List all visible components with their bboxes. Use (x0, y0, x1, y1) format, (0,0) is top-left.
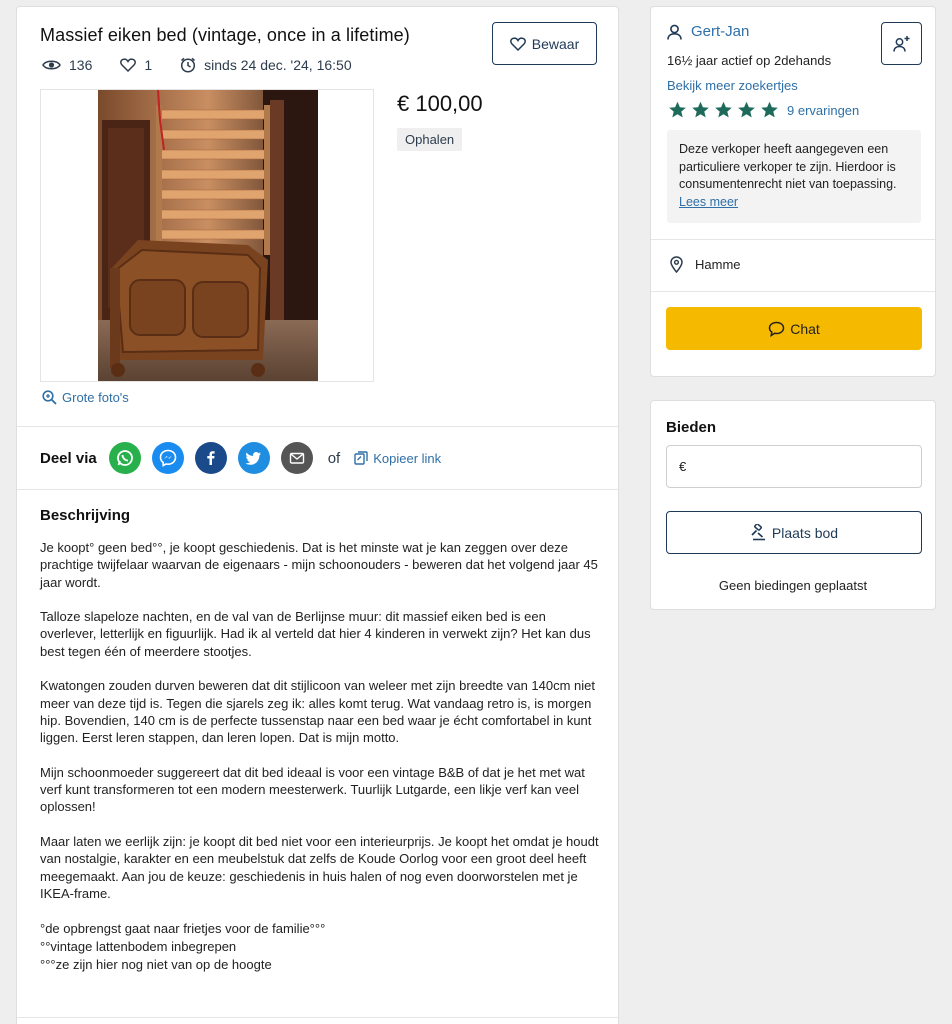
listing-title: Massief eiken bed (vintage, once in a lifetime) (40, 25, 410, 45)
facebook-icon[interactable] (195, 442, 227, 474)
clock-icon (180, 57, 196, 73)
location-label: Hamme (695, 257, 741, 272)
divider (17, 489, 618, 490)
seller-name: Gert-Jan (691, 23, 750, 40)
listing-stats (42, 57, 380, 73)
description-paragraph: Talloze slapeloze nachten, en de val van de Berlijnse muur: dit massief eiken bed is een overlever, letterlijk en figuurlijk. Had ik al verteld dat hier 4 kinderen in verwekt zijn? Het kan dus best tegen één of meerdere stootjes. (40, 609, 591, 659)
description-paragraph: Je koopt° geen bed°°, je koopt geschiedenis. Dat is het minste wat je kan zeggen over deze prachtige twijfelaar waarvan de eigenaars - mijn schoonouders - beweren dat het volgend jaar 45 jaar wordt. (40, 540, 598, 590)
read-more-link[interactable]: Lees meer (679, 194, 739, 209)
copy-link-button[interactable] (354, 451, 441, 466)
big-photos-link[interactable] (42, 390, 129, 405)
views-stat (42, 57, 92, 73)
seller-card (650, 6, 936, 377)
description-paragraph: Maar laten we eerlijk zijn: je koopt dit bed niet voor een interieurprijs. Je koopt het omdat je houdt van nostalgie, karakter en een meubelstuk dat zelfs de Koude Oorlog voor een groot deel heeft meegemaakt. Aan jou de keuze: geschiedenis in huis halen of nog even doorworstelen met je IKEA-frame. (40, 834, 599, 901)
star-icon (760, 101, 779, 119)
description-title: Beschrijving (40, 507, 131, 524)
copy-icon (354, 451, 368, 465)
star-icon (737, 101, 756, 119)
footnote: °de opbrengst gaat naar frietjes voor de familie°°° (40, 920, 326, 936)
consumer-law-notice (667, 130, 921, 223)
description-footnotes (40, 920, 600, 974)
bid-card (650, 400, 936, 610)
add-user-icon (893, 35, 911, 53)
divider (17, 1017, 618, 1018)
seller-rating (668, 101, 859, 119)
copy-link-label: Kopieer link (373, 450, 442, 466)
bid-input-field[interactable] (666, 445, 922, 488)
listing-price: € 100,00 (397, 91, 483, 116)
star-icon (691, 101, 710, 119)
heart-icon (510, 37, 526, 51)
listing-card (16, 6, 619, 1024)
more-listings-link[interactable]: Bekijk meer zoekertjes (667, 78, 798, 93)
twitter-icon[interactable] (238, 442, 270, 474)
whatsapp-icon[interactable] (109, 442, 141, 474)
currency-symbol: € (679, 459, 687, 474)
listing-date: sinds 24 dec. '24, 16:50 (204, 57, 352, 73)
share-or-text: of (327, 449, 341, 467)
favorites-count: 1 (144, 57, 153, 73)
chat-button[interactable] (666, 307, 922, 350)
date-stat (180, 57, 351, 73)
user-icon (667, 24, 682, 40)
save-button-label: Bewaar (531, 35, 580, 52)
notice-text: Deze verkoper heeft aangegeven een particuliere verkoper te zijn. Hierdoor is consumentenrecht niet van toepassing. (679, 142, 897, 191)
footnote: °°°ze zijn hier nog niet van op de hoogte (40, 956, 272, 972)
description-paragraph: Mijn schoonmoeder suggereert dat dit bed ideaal is voor een vintage B&B of dat je het met wat verf kunt transformeren tot een modern meesterwerk. Tuurlijk Lutgarde, een likje verf kan veel oplossen! (40, 764, 585, 815)
divider (651, 291, 935, 292)
description-body (40, 539, 600, 974)
bid-status: Geen biedingen geplaatst (718, 578, 868, 593)
seller-location (670, 256, 741, 273)
follow-seller-button[interactable] (881, 22, 922, 65)
big-photos-label: Grote foto's (62, 390, 129, 405)
divider (17, 426, 618, 427)
messenger-icon[interactable] (152, 442, 184, 474)
delivery-badge: Ophalen (397, 128, 462, 151)
bed-photo (98, 90, 318, 381)
favorites-stat (120, 57, 152, 73)
zoom-icon (42, 390, 57, 405)
place-bid-label: Plaats bod (771, 524, 839, 541)
seller-active-since: 16½ jaar actief op 2dehands (667, 53, 832, 68)
listing-photo[interactable] (40, 89, 374, 382)
star-icon (714, 101, 733, 119)
reviews-link[interactable]: 9 ervaringen (787, 102, 860, 118)
eye-icon (42, 59, 61, 71)
bid-amount-input[interactable] (692, 459, 921, 474)
save-button[interactable] (492, 22, 597, 65)
description-paragraph: Kwatongen zouden durven beweren dat dit stijlicoon van weleer met zijn breedte van 140cm niet meer van deze tijd is. Tegen die sjarels zeg ik: alles komt terug. Wat vandaag retro is, is morgen hip. Bovendien, 140 cm is de perfecte tussenstap naar een bed waar je écht comfortabel in kunt liggen. Eerst leren stappen, dan leren lopen. Dat is mijn motto. (40, 678, 596, 746)
place-bid-button[interactable] (666, 511, 922, 554)
auction-hammer-icon (750, 524, 767, 541)
footnote: °°vintage lattenbodem inbegrepen (40, 938, 237, 954)
divider (651, 239, 935, 240)
seller-name-link[interactable] (667, 23, 749, 40)
share-label: Deel via (40, 449, 97, 467)
heart-icon (120, 58, 136, 72)
bid-title: Bieden (666, 419, 717, 436)
chat-bubble-icon (768, 321, 785, 337)
share-row (40, 442, 441, 474)
star-icon (668, 101, 687, 119)
views-count: 136 (69, 57, 93, 73)
email-icon[interactable] (281, 442, 313, 474)
chat-button-label: Chat (790, 320, 820, 337)
location-pin-icon (670, 256, 683, 273)
